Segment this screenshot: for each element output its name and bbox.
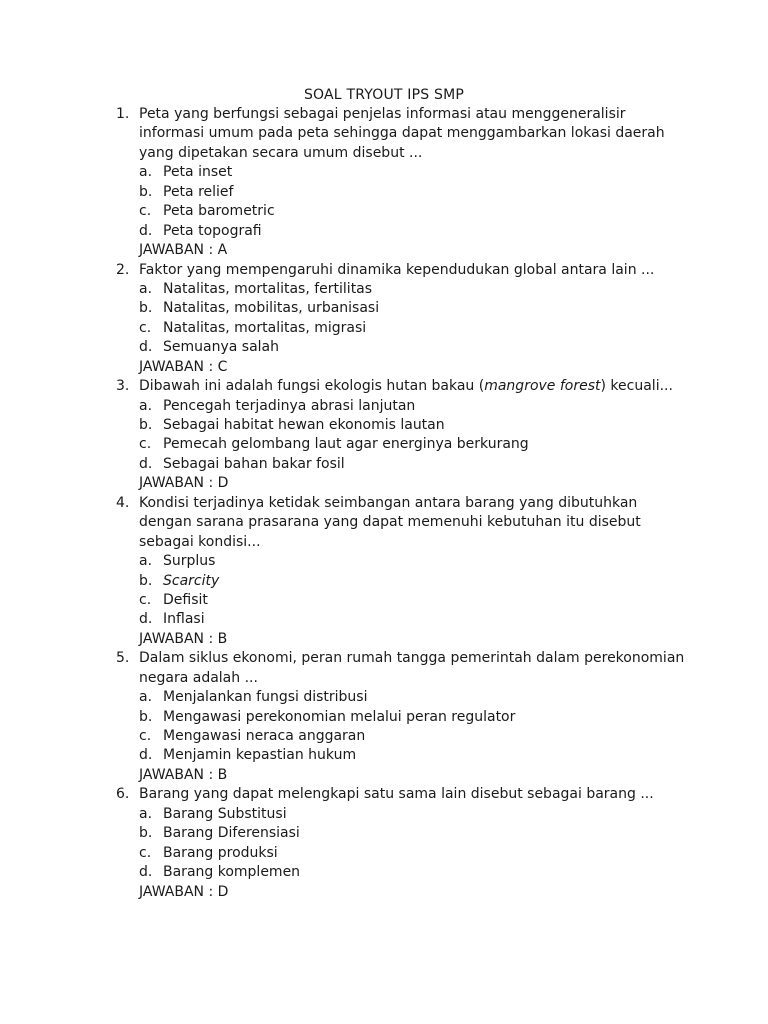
option-letter: d.: [139, 864, 153, 881]
option-text: Barang Diferensiasi: [163, 825, 300, 842]
option-text: Mengawasi perekonomian melalui peran regulator: [163, 708, 516, 725]
answer-key: JAWABAN : D: [139, 475, 229, 492]
option-letter: c.: [139, 591, 152, 608]
option-letter: d.: [139, 455, 153, 472]
option-c: [0, 319, 768, 338]
option-letter: c.: [139, 203, 152, 220]
option-b: [0, 824, 768, 843]
document-title: SOAL TRYOUT IPS SMP: [303, 87, 465, 103]
question-text-line: Faktor yang mempengaruhi dinamika kependudukan global antara lain ...: [139, 261, 655, 278]
option-letter: b.: [139, 708, 153, 725]
question-text-line: negara adalah ...: [139, 669, 258, 686]
question-5: [0, 649, 768, 785]
option-text: Semuanya salah: [163, 339, 279, 356]
option-letter: d.: [139, 611, 153, 628]
question-text-part: Dibawah ini adalah fungsi ekologis hutan bakau (: [139, 378, 485, 395]
answer-key: JAWABAN : B: [139, 766, 228, 783]
option-d: [0, 610, 768, 629]
answer-key: JAWABAN : B: [139, 630, 228, 647]
question-3: [0, 377, 768, 494]
question-text-italic: mangrove forest: [484, 378, 601, 395]
option-b: [0, 183, 768, 202]
option-text: Barang komplemen: [163, 864, 301, 881]
option-a: [0, 552, 768, 571]
question-text-part: ) kecuali...: [600, 378, 673, 395]
option-c: [0, 202, 768, 221]
option-letter: b.: [139, 572, 153, 589]
option-text: Sebagai habitat hewan ekonomis lautan: [163, 417, 445, 433]
option-letter: c.: [139, 436, 152, 453]
option-letter: a.: [139, 397, 153, 414]
option-c: [0, 844, 768, 863]
question-number: 5.: [116, 650, 130, 667]
option-text: Inflasi: [163, 611, 205, 628]
option-letter: d.: [139, 339, 153, 356]
option-text: Menjalankan fungsi distribusi: [163, 689, 368, 706]
question-text-line: Dalam siklus ekonomi, peran rumah tangga pemerintah dalam perekonomian: [139, 650, 685, 667]
option-c: [0, 435, 768, 454]
option-letter: c.: [139, 844, 152, 861]
option-text: Barang produksi: [163, 844, 278, 861]
option-text: Peta barometric: [163, 203, 275, 220]
question-text-line: Kondisi terjadinya ketidak seimbangan antara barang yang dibutuhkan: [139, 494, 638, 511]
question-4: [0, 494, 768, 650]
question-text-line: Peta yang berfungsi sebagai penjelas informasi atau menggeneralisir: [139, 106, 626, 122]
option-text: Barang Substitusi: [163, 805, 287, 822]
question-1: [0, 105, 768, 261]
option-text: Pencegah terjadinya abrasi lanjutan: [163, 397, 416, 414]
option-b: [0, 572, 768, 591]
option-letter: c.: [139, 319, 152, 336]
question-text-line: dengan sarana prasarana yang dapat memenuhi kebutuhan itu disebut: [139, 514, 641, 531]
option-a: [0, 805, 768, 824]
option-text: Peta inset: [163, 164, 233, 181]
option-text: Scarcity: [163, 572, 220, 589]
option-d: [0, 455, 768, 474]
question-text-line: [139, 377, 673, 396]
option-letter: b.: [139, 417, 153, 433]
option-text: Natalitas, mortalitas, migrasi: [163, 319, 367, 336]
option-a: [0, 280, 768, 299]
option-letter: a.: [139, 164, 153, 181]
option-text: Peta topografi: [163, 222, 262, 239]
answer-key: JAWABAN : D: [139, 883, 229, 900]
question-number: 1.: [116, 106, 130, 122]
question-text-line: informasi umum pada peta sehingga dapat menggambarkan lokasi daerah: [139, 125, 665, 142]
question-number: 4.: [116, 494, 130, 511]
option-letter: b.: [139, 825, 153, 842]
option-text: Defisit: [163, 591, 208, 608]
answer-key: JAWABAN : A: [139, 242, 228, 259]
option-a: [0, 688, 768, 707]
option-a: [0, 163, 768, 182]
question-text-line: sebagai kondisi...: [139, 533, 261, 550]
option-d: [0, 338, 768, 357]
question-number: 3.: [116, 378, 130, 395]
option-letter: d.: [139, 222, 153, 239]
question-number: 2.: [116, 261, 130, 278]
option-text: Surplus: [163, 553, 216, 570]
option-letter: b.: [139, 183, 153, 200]
question-text-line: yang dipetakan secara umum disebut ...: [139, 144, 423, 161]
question-6: [0, 785, 768, 902]
option-a: [0, 397, 768, 416]
option-text: Sebagai bahan bakar fosil: [163, 455, 345, 472]
question-list: [0, 105, 768, 902]
option-letter: c.: [139, 728, 152, 744]
option-d: [0, 863, 768, 882]
option-b: [0, 416, 768, 435]
option-c: [0, 591, 768, 610]
option-text: Pemecah gelombang laut agar energinya berkurang: [163, 436, 529, 453]
option-letter: a.: [139, 553, 153, 570]
option-text: Mengawasi neraca anggaran: [163, 728, 366, 744]
option-text: Natalitas, mobilitas, urbanisasi: [163, 300, 380, 317]
question-2: [0, 261, 768, 378]
option-text: Peta relief: [163, 183, 234, 200]
option-d: [0, 746, 768, 765]
option-text: Menjamin kepastian hukum: [163, 747, 357, 764]
option-letter: a.: [139, 805, 153, 822]
option-b: [0, 299, 768, 318]
question-text-line: Barang yang dapat melengkapi satu sama lain disebut sebagai barang ...: [139, 786, 654, 803]
answer-key: JAWABAN : C: [139, 358, 228, 375]
option-letter: b.: [139, 300, 153, 317]
option-c: [0, 727, 768, 746]
option-b: [0, 708, 768, 727]
option-d: [0, 222, 768, 241]
option-letter: a.: [139, 689, 153, 706]
option-text: Natalitas, mortalitas, fertilitas: [163, 280, 373, 297]
option-letter: a.: [139, 280, 153, 297]
option-letter: d.: [139, 747, 153, 764]
question-number: 6.: [116, 786, 130, 803]
